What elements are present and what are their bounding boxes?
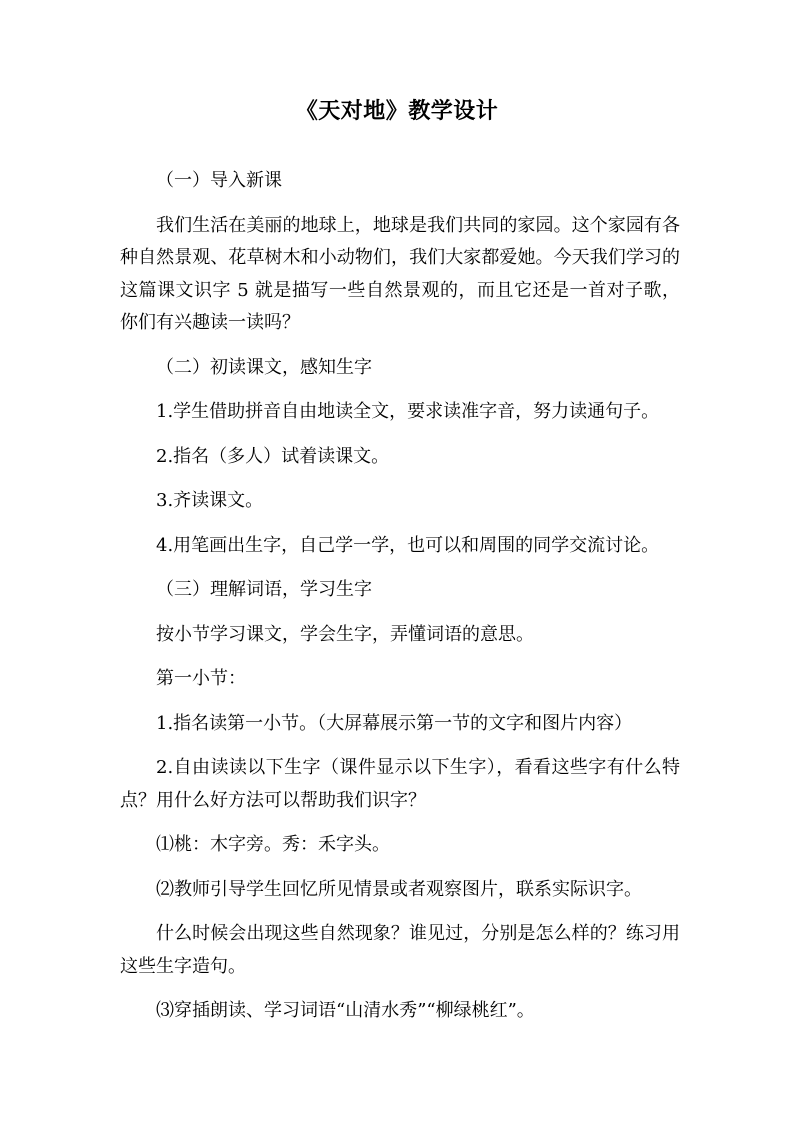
step-paragraph: 4.用笔画出生字，自己学一学，也可以和周围的同学交流讨论。	[156, 534, 660, 556]
step-paragraph: 1.学生借助拼音自由地读全文，要求读准字音，努力读通句子。	[156, 401, 660, 422]
step-paragraph: 2.指名（多人）试着读课文。	[156, 445, 390, 467]
body-paragraph: 按小节学习课文，学会生字，弄懂词语的意思。	[156, 623, 534, 645]
numbered-note: ⑶穿插朗读、学习词语“山清水秀”“柳绿桃红”。	[156, 1000, 535, 1021]
step-paragraph: 3.齐读课文。	[156, 490, 264, 511]
section-heading-first-reading: （二）初读课文，感知生字	[156, 356, 372, 378]
document-title: 《天对地》教学设计	[295, 98, 499, 124]
numbered-note: ⑴桃：木字旁。秀：禾字头。	[156, 834, 390, 855]
body-paragraph: 什么时候会出现这些自然现象？谁见过，分别是怎么样的？练习用这些生字造句。	[120, 923, 680, 977]
step-paragraph: 1.指名读第一小节。（大屏幕展示第一节的文字和图片内容）	[156, 712, 633, 734]
document-body	[120, 165, 680, 1040]
numbered-note: ⑵教师引导学生回忆所见情景或者观察图片，联系实际识字。	[156, 878, 642, 900]
section-heading-vocabulary: （三）理解词语，学习生字	[156, 579, 372, 600]
section-heading-intro: （一）导入新课	[156, 170, 282, 191]
subsection-heading: 第一小节：	[156, 668, 246, 689]
step-paragraph: 2.自由读读以下生字（课件显示以下生字），看看这些字有什么特点？用什么好方法可以帮助我们识字？	[120, 757, 680, 811]
intro-paragraph: 我们生活在美丽的地球上，地球是我们共同的家园。这个家园有各种自然景观、花草树木和小动物们，我们大家都爱她。今天我们学习的这篇课文识字 5 就是描写一些自然景观的，而且它还是一首对子歌，你们有兴趣读一读吗？	[120, 214, 680, 333]
